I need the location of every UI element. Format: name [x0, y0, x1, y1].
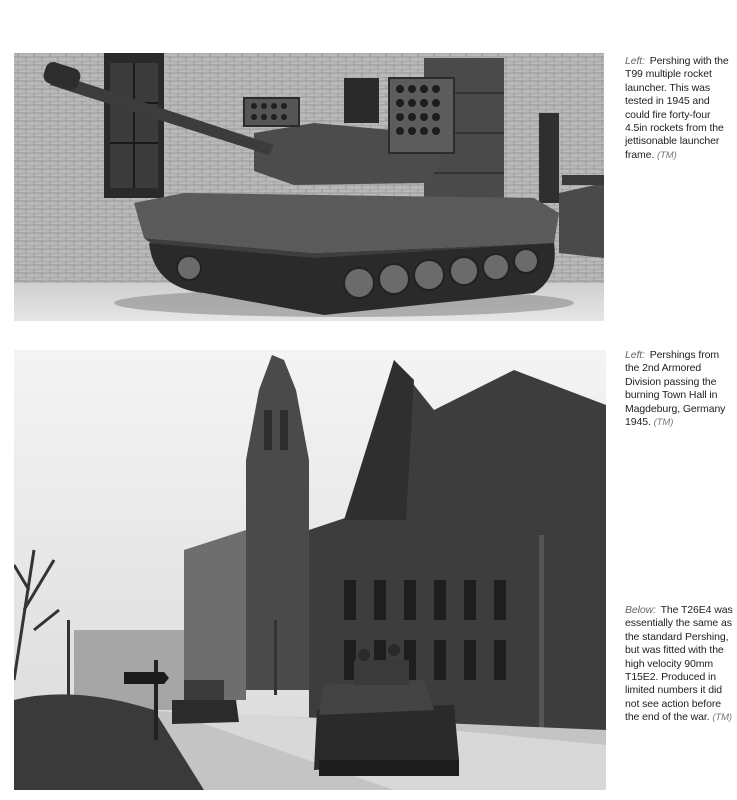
caption-credit: (TM)	[653, 417, 674, 429]
caption-text: Pershing with the T99 multiple rocket launcher. This was tested in 1945 and could fire forty-four 4.5in rockets from the jettisonable launcher frame.	[625, 55, 729, 161]
caption-credit: (TM)	[712, 712, 732, 724]
caption-credit: (TM)	[657, 149, 677, 161]
caption-direction: Left:	[625, 349, 645, 361]
photo-pershing-t99-rocket-launcher	[14, 53, 604, 321]
caption-text: The T26E4 was essentially the same as the standard Pershing, but was fitted with the high velocity 90mm T15E2. Produced in limited numbers it did not see action before the end of the war.	[625, 604, 733, 724]
caption-direction: Below:	[625, 604, 656, 616]
caption-bottom	[625, 604, 733, 725]
photo-pershings-magdeburg-town-hall	[14, 350, 606, 790]
caption-middle	[625, 349, 733, 429]
caption-direction: Left:	[625, 55, 645, 67]
caption-text: Pershings from the 2nd Armored Division passing the burning Town Hall in Magdeburg, Germany 1945.	[625, 349, 726, 429]
caption-top	[625, 55, 733, 162]
